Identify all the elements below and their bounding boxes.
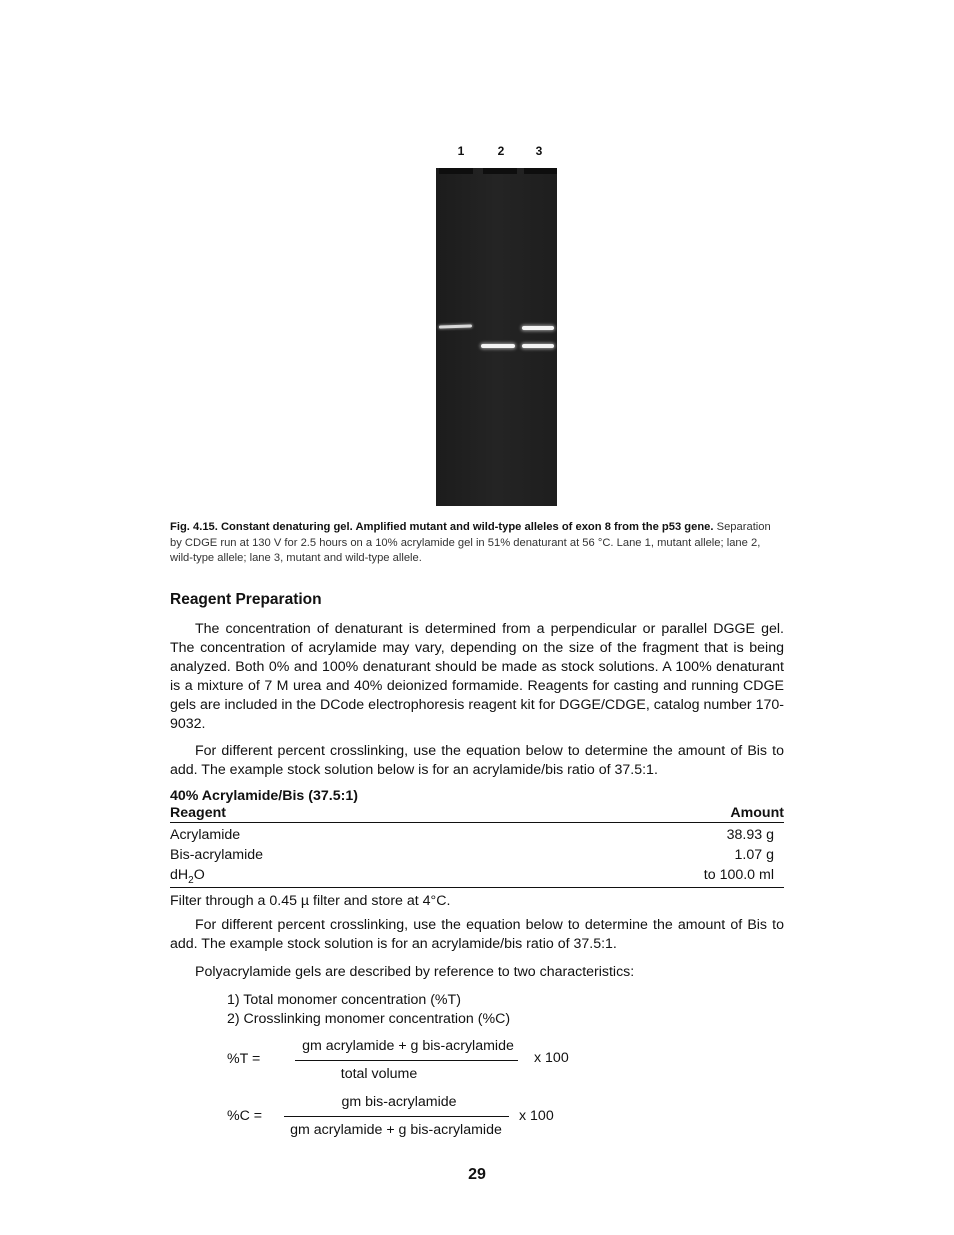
band-lane1-mutant [439, 324, 472, 328]
reagent-text: dH [170, 867, 189, 883]
header-amount: Amount [730, 805, 784, 821]
paragraph-characteristics: Polyacrylamide gels are described by reference to two characteristics: [195, 964, 635, 980]
band-lane3-mutant [522, 326, 554, 330]
table-header [170, 804, 784, 823]
lane-label-3: 3 [535, 144, 543, 158]
paragraph-denaturant: The concentration of denaturant is determined from a perpendicular or parallel DGGE gel. The concentration of acrylamide may vary, depending on the size of the fragment that is being analyzed. Both 0% and 100% denaturant should be made as stock solutions. A 100% denaturant is a mixture of 7 M urea and 40% deionized formamide. Reagents for casting and running CDGE gels are included in the DCode electrophoresis reagent kit for DGGE/CDGE, catalog number 170-9032. [170, 621, 784, 732]
caption-title: Fig. 4.15. Constant denaturing gel. Amplified mutant and wild-type alleles of exon 8 from the p53 gene. [170, 521, 714, 533]
band-lane2-wildtype [481, 344, 515, 348]
equation-c-label: %C = [227, 1108, 263, 1124]
reagent-table [170, 804, 784, 888]
equation-t-label: %T = [227, 1051, 261, 1067]
table-bottom-rule [170, 885, 784, 888]
well-1 [439, 168, 473, 174]
equation-t-multiplier: x 100 [534, 1050, 569, 1066]
header-reagent: Reagent [170, 805, 226, 821]
paragraph-crosslinking-1: For different percent crosslinking, use the equation below to determine the amount of Bis to add. The example stock solution below is for an acrylamide/bis ratio of 37.5:1. [170, 743, 784, 778]
table-title: 40% Acrylamide/Bis (37.5:1) [170, 788, 358, 804]
table-row [170, 825, 784, 845]
equation-c-multiplier: x 100 [519, 1108, 554, 1124]
page-number: 29 [468, 1166, 486, 1183]
lane-label-2: 2 [497, 144, 505, 158]
reagent-cell: Bis-acrylamide [170, 847, 264, 863]
section-heading: Reagent Preparation [170, 591, 322, 608]
well-2 [483, 168, 517, 174]
gel-image [436, 168, 557, 506]
table-row [170, 865, 784, 885]
equation-t-fraction-bar [295, 1060, 518, 1061]
reagent-text-tail: O [193, 867, 205, 883]
paragraph-crosslinking-2: For different percent crosslinking, use the equation below to determine the amount of Bis to add. The example stock solution is for an acrylamide/bis ratio of 37.5:1. [170, 917, 784, 952]
equation-t-denominator: total volume [340, 1066, 418, 1082]
figure-caption [170, 520, 784, 567]
lane-label-1: 1 [457, 144, 465, 158]
list-item-crosslinking: 2) Crosslinking monomer concentration (%C) [227, 1011, 511, 1027]
reagent-subscript: 2 [188, 874, 194, 886]
list-item-total-monomer: 1) Total monomer concentration (%T) [227, 992, 461, 1008]
equation-c-denominator: gm acrylamide + g bis-acrylamide [290, 1122, 502, 1138]
caption-body: Separation by CDGE run at 130 V for 2.5 hours on a 10% acrylamide gel in 51% denaturant at 56 °C. Lane 1, mutant allele; lane 2, wild-type allele; lane 3, mutant and wild-type allele. [170, 521, 771, 564]
table-row [170, 845, 784, 865]
amount-cell: to 100.0 ml [703, 867, 774, 883]
amount-cell: 38.93 g [726, 827, 774, 843]
reagent-cell: Acrylamide [170, 827, 241, 843]
reagent-cell [170, 865, 205, 885]
amount-cell: 1.07 g [734, 847, 774, 863]
band-lane3-wildtype [522, 344, 554, 348]
equation-c-numerator: gm bis-acrylamide [341, 1094, 457, 1110]
filter-note: Filter through a 0.45 µ filter and store at 4°C. [170, 893, 451, 909]
equation-c-fraction-bar [284, 1116, 509, 1117]
well-3 [524, 168, 557, 174]
equation-t-numerator: gm acrylamide + g bis-acrylamide [302, 1038, 514, 1054]
